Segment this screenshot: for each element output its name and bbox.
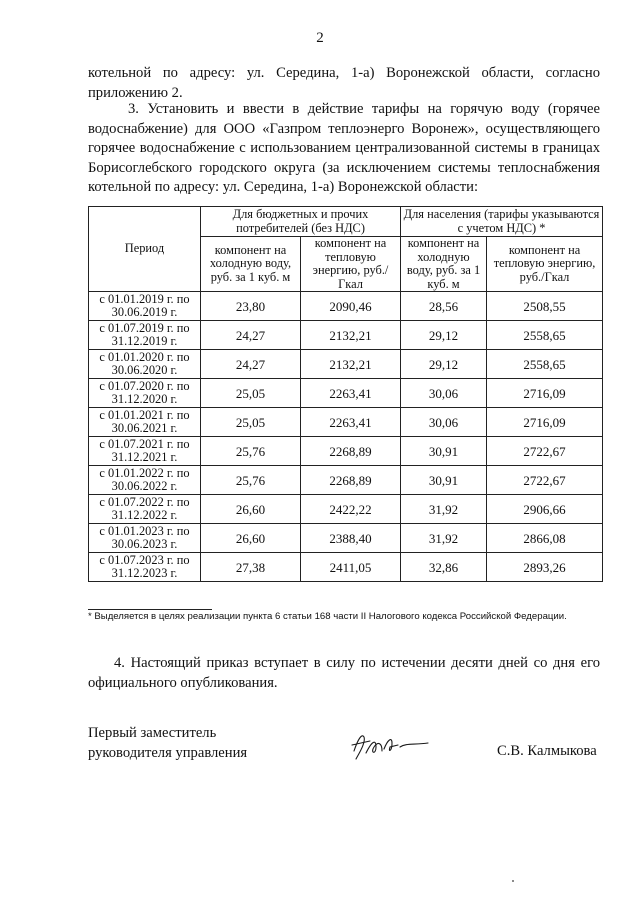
period-cell: с 01.01.2020 г. по 30.06.2020 г.: [89, 350, 201, 379]
signatory-title: [88, 724, 247, 763]
table-row: [89, 553, 603, 582]
subheader-population-cold: компонент на холодную воду, руб. за 1 куб. м: [401, 237, 487, 292]
budget-heat-cell: 2090,46: [301, 292, 401, 321]
budget-cold-cell: 23,80: [201, 292, 301, 321]
footnote-rule: [88, 609, 212, 610]
period-cell: с 01.07.2023 г. по 31.12.2023 г.: [89, 553, 201, 582]
period-cell: с 01.07.2019 г. по 31.12.2019 г.: [89, 321, 201, 350]
budget-cold-cell: 24,27: [201, 321, 301, 350]
budget-heat-cell: 2422,22: [301, 495, 401, 524]
paragraph-continuation: котельной по адресу: ул. Середина, 1-а) Воронежской области, согласно приложению 2.: [88, 65, 600, 101]
population-cold-cell: 28,56: [401, 292, 487, 321]
population-cold-cell: 30,91: [401, 466, 487, 495]
population-cold-cell: 30,91: [401, 437, 487, 466]
period-cell: с 01.07.2022 г. по 31.12.2022 г.: [89, 495, 201, 524]
budget-heat-cell: 2411,05: [301, 553, 401, 582]
population-cold-cell: 30,06: [401, 379, 487, 408]
period-cell: с 01.07.2021 г. по 31.12.2021 г.: [89, 437, 201, 466]
period-cell: с 01.01.2023 г. по 30.06.2023 г.: [89, 524, 201, 553]
table-row: [89, 292, 603, 321]
population-cold-cell: 29,12: [401, 321, 487, 350]
header-period: Период: [89, 207, 201, 292]
header-population: Для населения (тарифы указываются с учетом НДС) *: [401, 207, 603, 237]
budget-cold-cell: 25,76: [201, 437, 301, 466]
table-row: [89, 437, 603, 466]
period-cell: с 01.01.2022 г. по 30.06.2022 г.: [89, 466, 201, 495]
population-cold-cell: 29,12: [401, 350, 487, 379]
population-heat-cell: 2508,55: [487, 292, 603, 321]
budget-heat-cell: 2263,41: [301, 379, 401, 408]
signatory-title-line2: руководителя управления: [88, 744, 248, 761]
population-heat-cell: 2906,66: [487, 495, 603, 524]
subheader-population-heat: компонент на тепловую энергию, руб./Гкал: [487, 237, 603, 292]
header-budget-consumers: Для бюджетных и прочих потребителей (без НДС): [201, 207, 401, 237]
budget-heat-cell: 2132,21: [301, 321, 401, 350]
signatory-title-line1: Первый заместитель: [88, 725, 217, 741]
table-row: [89, 350, 603, 379]
budget-cold-cell: 26,60: [201, 495, 301, 524]
population-cold-cell: 31,92: [401, 495, 487, 524]
page-number: 2: [316, 30, 324, 46]
budget-heat-cell: 2268,89: [301, 466, 401, 495]
population-heat-cell: 2716,09: [487, 408, 603, 437]
budget-cold-cell: 26,60: [201, 524, 301, 553]
budget-cold-cell: 25,05: [201, 408, 301, 437]
population-heat-cell: 2716,09: [487, 379, 603, 408]
population-heat-cell: 2893,26: [487, 553, 603, 582]
table-row: [89, 524, 603, 553]
tariff-table: [88, 206, 603, 582]
budget-heat-cell: 2388,40: [301, 524, 401, 553]
population-heat-cell: 2722,67: [487, 466, 603, 495]
budget-cold-cell: 25,76: [201, 466, 301, 495]
paragraph-4: 4. Настоящий приказ вступает в силу по истечении десяти дней со дня его официального опубликования.: [88, 655, 600, 691]
signatory-name: С.В. Калмыкова: [497, 743, 597, 759]
population-cold-cell: 31,92: [401, 524, 487, 553]
subheader-budget-cold: компонент на холодную воду, руб. за 1 куб. м: [201, 237, 301, 292]
population-heat-cell: 2558,65: [487, 350, 603, 379]
scan-speck: [512, 880, 514, 882]
population-heat-cell: 2558,65: [487, 321, 603, 350]
period-cell: с 01.07.2020 г. по 31.12.2020 г.: [89, 379, 201, 408]
handwritten-signature: [348, 729, 432, 763]
period-cell: с 01.01.2021 г. по 30.06.2021 г.: [89, 408, 201, 437]
budget-cold-cell: 27,38: [201, 553, 301, 582]
paragraph-3: 3. Установить и ввести в действие тарифы на горячую воду (горячее водоснабжение) для ООО «Газпром теплоэнерго Воронеж», осуществляющего горячее водоснабжение с использованием централизованной системы в границах Борисоглебского городского округа (за исключением системы теплоснабжения котельной по адресу: ул. Середина, 1-а) Воронежской области:: [88, 101, 600, 195]
budget-heat-cell: 2132,21: [301, 350, 401, 379]
table-row: [89, 379, 603, 408]
population-cold-cell: 32,86: [401, 553, 487, 582]
subheader-budget-heat: компонент на тепловую энергию, руб./Гкал: [301, 237, 401, 292]
table-row: [89, 408, 603, 437]
table-row: [89, 321, 603, 350]
footnote: * Выделяется в целях реализации пункта 6 статьи 168 части II Налогового кодекса Российской Федерации.: [88, 611, 567, 622]
table-row: [89, 495, 603, 524]
table-row: [89, 466, 603, 495]
period-cell: с 01.01.2019 г. по 30.06.2019 г.: [89, 292, 201, 321]
population-heat-cell: 2722,67: [487, 437, 603, 466]
budget-heat-cell: 2268,89: [301, 437, 401, 466]
budget-cold-cell: 24,27: [201, 350, 301, 379]
budget-heat-cell: 2263,41: [301, 408, 401, 437]
budget-cold-cell: 25,05: [201, 379, 301, 408]
population-heat-cell: 2866,08: [487, 524, 603, 553]
population-cold-cell: 30,06: [401, 408, 487, 437]
